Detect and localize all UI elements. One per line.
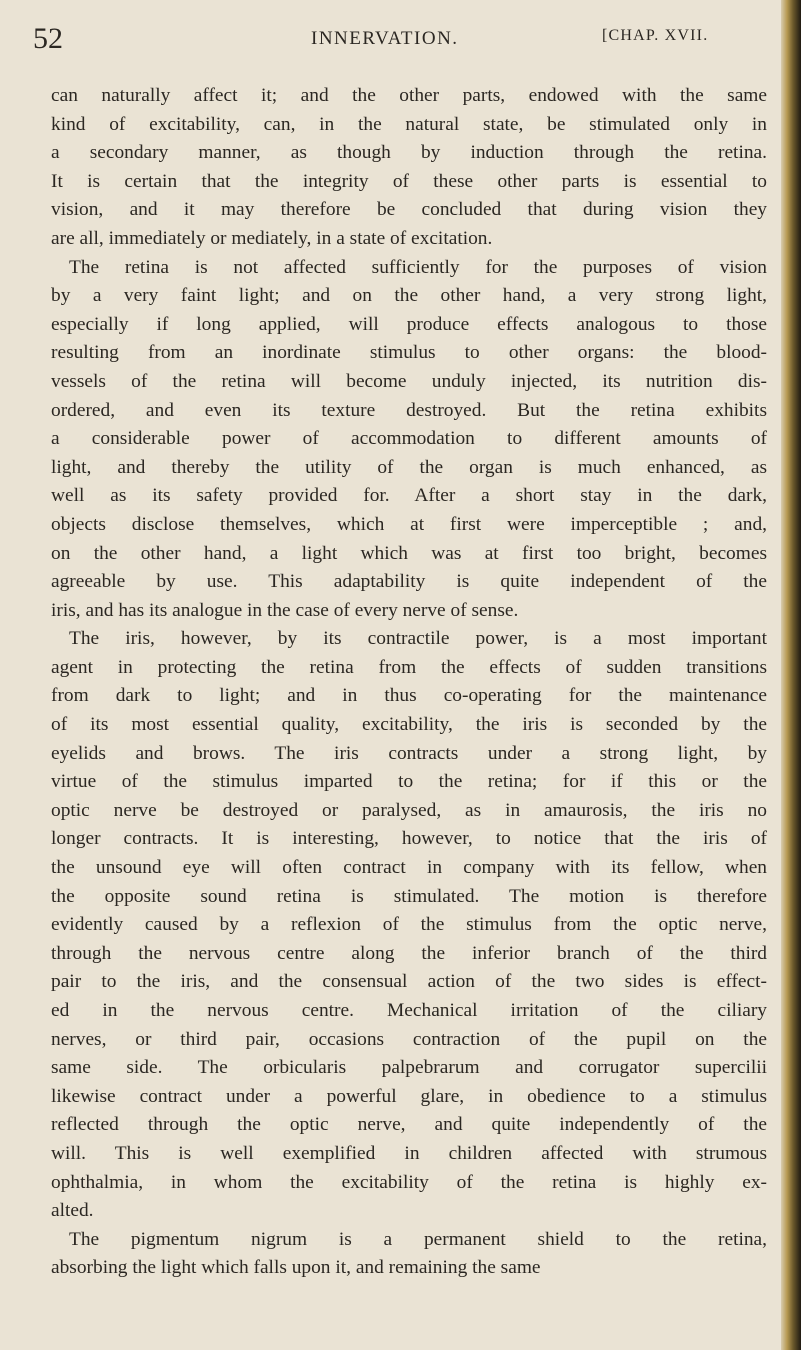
text-line: optic nerve be destroyed or paralysed, as in amaurosis, the iris no (51, 799, 767, 821)
text-line: agreeable by use. This adaptability is quite independent of the (51, 571, 767, 593)
text-line: It is certain that the integrity of these other parts is essential to (51, 170, 767, 192)
paragraph (51, 625, 767, 1225)
text-line: absorbing the light which falls upon it, and remaining the same (51, 1257, 541, 1279)
text-line: The retina is not affected sufficiently for the purposes of vision (69, 256, 767, 278)
text-line: eyelids and brows. The iris contracts under a strong light, by (51, 742, 767, 764)
text-line: The pigmentum nigrum is a permanent shield to the retina, (69, 1228, 767, 1250)
text-line: reflected through the optic nerve, and quite independently of the (51, 1114, 767, 1136)
text-line: a secondary manner, as though by induction through the retina. (51, 142, 767, 164)
text-line: can naturally affect it; and the other parts, endowed with the same (51, 85, 767, 106)
text-line: pair to the iris, and the consensual action of the two sides is effect- (51, 971, 767, 993)
text-line: kind of excitability, can, in the natural state, be stimulated only in (51, 113, 767, 135)
text-line: well as its safety provided for. After a short stay in the dark, (51, 485, 767, 507)
text-line: the unsound eye will often contract in company with its fellow, when (51, 857, 767, 879)
text-line: ordered, and even its texture destroyed. But the retina exhibits (51, 399, 767, 421)
body-text (51, 82, 767, 1283)
text-line: virtue of the stimulus imparted to the retina; for if this or the (51, 771, 767, 793)
text-line: evidently caused by a reflexion of the stimulus from the optic nerve, (51, 914, 767, 936)
text-line: the opposite sound retina is stimulated. The motion is therefore (51, 885, 767, 907)
text-line: especially if long applied, will produce effects analogous to those (51, 313, 767, 335)
text-line: ophthalmia, in whom the excitability of the retina is highly ex- (51, 1171, 767, 1193)
chapter-reference: [CHAP. XVII. (602, 27, 709, 44)
text-line: will. This is well exemplified in children affected with strumous (51, 1142, 767, 1164)
paragraph (51, 1226, 767, 1283)
running-header (33, 22, 765, 62)
text-line: nerves, or third pair, occasions contraction of the pupil on the (51, 1028, 767, 1050)
text-line: agent in protecting the retina from the effects of sudden transitions (51, 656, 767, 678)
text-line: objects disclose themselves, which at first were imperceptible ; and, (51, 513, 767, 535)
text-line: likewise contract under a powerful glare, in obedience to a stimulus (51, 1085, 767, 1107)
text-line: The iris, however, by its contractile power, is a most important (69, 628, 767, 650)
text-line: iris, and has its analogue in the case of every nerve of sense. (51, 599, 519, 621)
page-number: 52 (33, 22, 63, 55)
text-line: same side. The orbicularis palpebrarum and corrugator supercilii (51, 1057, 767, 1079)
text-line: through the nervous centre along the inferior branch of the third (51, 942, 767, 964)
text-line: of its most essential quality, excitability, the iris is seconded by the (51, 714, 767, 736)
text-line: longer contracts. It is interesting, however, to notice that the iris of (51, 828, 767, 850)
text-line: by a very faint light; and on the other hand, a very strong light, (51, 285, 767, 307)
paragraph (51, 82, 767, 254)
text-line: vessels of the retina will become unduly injected, its nutrition dis- (51, 370, 767, 392)
text-line: from dark to light; and in thus co-operating for the maintenance (51, 685, 767, 707)
text-line: resulting from an inordinate stimulus to other organs: the blood- (51, 342, 767, 364)
text-line: ed in the nervous centre. Mechanical irritation of the ciliary (51, 1000, 767, 1021)
text-line: vision, and it may therefore be concluded that during vision they (51, 199, 767, 221)
text-line: light, and thereby the utility of the organ is much enhanced, as (51, 456, 767, 478)
text-line: are all, immediately or mediately, in a state of excitation. (51, 227, 493, 249)
running-title: INNERVATION. (311, 28, 459, 49)
paragraph (51, 254, 767, 626)
text-line: a considerable power of accommodation to different amounts of (51, 428, 767, 450)
text-line: on the other hand, a light which was at first too bright, becomes (51, 542, 767, 564)
text-line: alted. (51, 1200, 94, 1222)
page-edge (781, 0, 801, 1350)
